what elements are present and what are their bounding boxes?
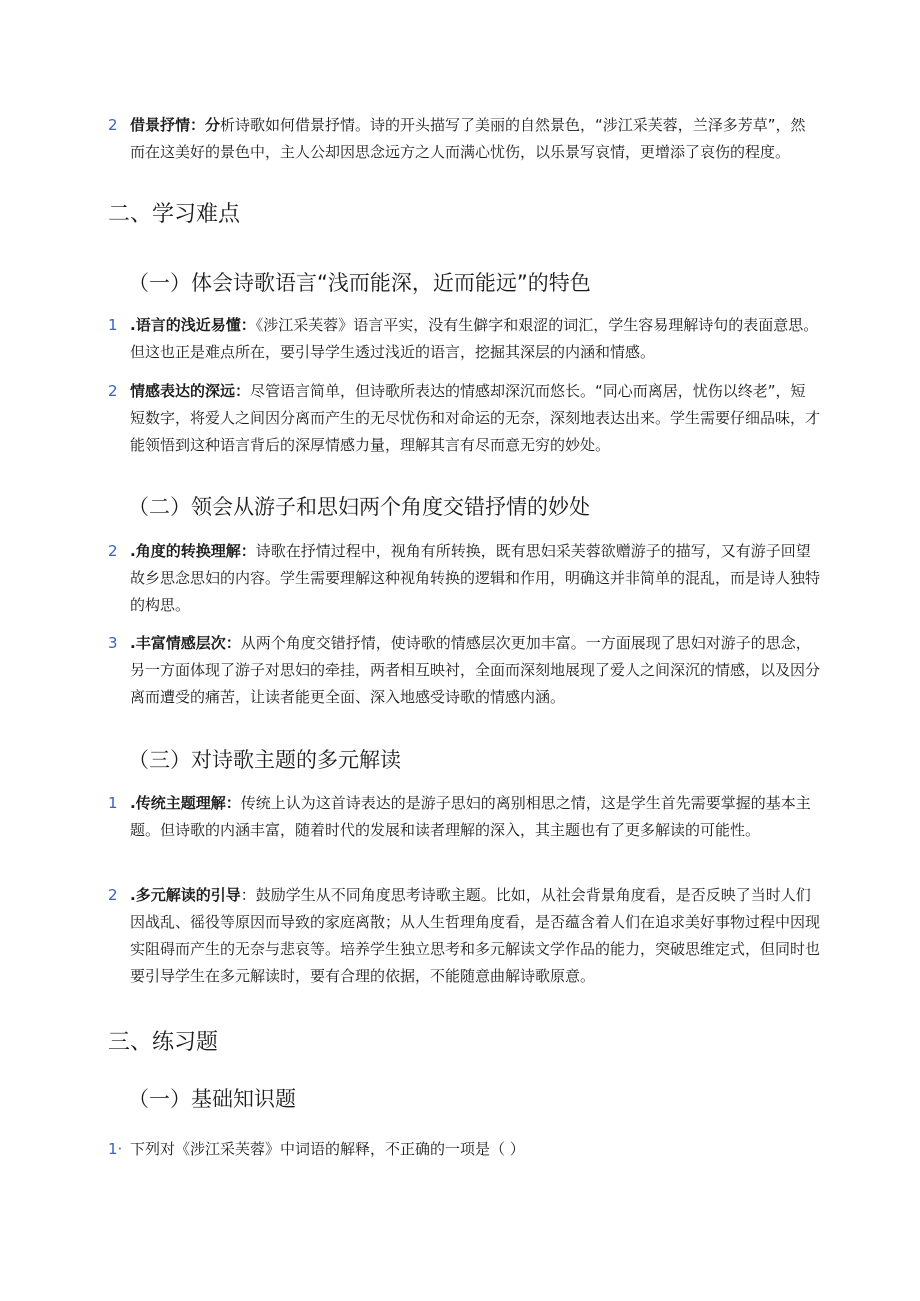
list-item [108,538,820,619]
list-item [108,378,820,459]
item-text: 传统上认为这首诗表达的是游子思妇的离别相思之情，这是学生首先需要掌握的基本主题。但诗歌的内涵丰富，随着时代的发展和读者理解的深入，其主题也有了更多解读的可能性。 [130,794,811,839]
section-heading-2: 二、学习难点 [108,202,241,227]
item-text: 从两个角度交错抒情，使诗歌的情感层次更加丰富。一方面展现了思妇对游子的思念，另一方面体现了游子对思妇的牵挂，两者相互映衬，全面而深刻地展现了爱人之间深沉的情感，以及因分离而遭受的痛苦，让读者能更全面、深入地感受诗歌的情感内涵。 [130,634,821,706]
list-number: 2 [108,116,118,134]
intro-paragraph [108,112,820,166]
list-number: 2 [108,886,118,904]
subsection-heading-2-3: （三）对诗歌主题的多元解读 [128,748,401,772]
section-heading-3: 三、练习题 [108,1030,219,1055]
item-text: ：鼓励学生从不同角度思考诗歌主题。比如，从社会背景角度看，是否反映了当时人们因战乱、徭役等原因而导致的家庭离散；从人生哲理角度看，是否蕴含着人们在追求美好事物过程中因现实阻碍而产生的无奈与悲哀等。培养学生独立思考和多元解读文学作品的能力，突破思维定式，但同时也要引导学生在多元解读时，要有合理的依据，不能随意曲解诗歌原意。 [130,886,821,985]
item-bold-lead: 情感表达的深远： [130,382,251,400]
item-bold-lead: .丰富情感层次： [130,634,241,652]
item-bold-lead: .多元解读的引导 [130,886,241,904]
list-number: 2 [108,542,118,560]
item-text: 下列对《涉江采芙蓉》中词语的解释，不正确的一项是（ ） [130,1140,525,1158]
list-number: 2 [108,382,118,400]
item-text: 诗歌在抒情过程中，视角有所转换，既有思妇采芙蓉欲赠游子的描写，又有游子回望故乡思念思妇的内容。学生需要理解这种视角转换的逻辑和作用，明确这并非简单的混乱，而是诗人独特的构思。 [130,542,821,614]
list-item [108,630,820,711]
item-text: 《涉江采芙蓉》语言平实，没有生僻字和艰涩的词汇，学生容易理解诗句的表面意思。但这也正是难点所在，要引导学生透过浅近的语言，挖掘其深层的内涵和情感。 [130,316,819,361]
item-bold-lead: .角度的转换理解： [130,542,256,560]
subsection-heading-2-1: （一）体会诗歌语言“浅而能深，近而能远”的特色 [128,271,591,295]
item-bold-lead: .传统主题理解： [130,794,241,812]
list-number: 1 [108,794,118,812]
item-bold-lead: 借景抒情：分 [130,116,221,134]
item-bold-lead: .语言的浅近易懂： [130,316,256,334]
item-text: 尽管语言简单，但诗歌所表达的情感却深沉而悠长。“同心而离居，忧伤以终老”，短短数字，将爱人之间因分离而产生的无尽忧伤和对命运的无奈，深刻地表达出来。学生需要仔细品味，才能领悟到这种语言背后的深厚情感力量，理解其言有尽而意无穷的妙处。 [130,382,821,454]
item-text: 析诗歌如何借景抒情。诗的开头描写了美丽的自然景色，“涉江采芙蓉，兰泽多芳草”，然而在这美好的景色中，主人公却因思念远方之人而满心忧伤，以乐景写哀情，更增添了哀伤的程度。 [130,116,806,161]
list-item [108,312,820,366]
list-item [108,790,820,844]
list-number: 1· [108,1140,123,1158]
list-number: 1 [108,316,118,334]
subsection-heading-2-2: （二）领会从游子和思妇两个角度交错抒情的妙处 [128,495,590,519]
list-item [108,882,820,990]
subsection-heading-3-1: （一）基础知识题 [128,1087,296,1111]
list-number: 3 [108,634,118,652]
question-item [108,1136,820,1163]
